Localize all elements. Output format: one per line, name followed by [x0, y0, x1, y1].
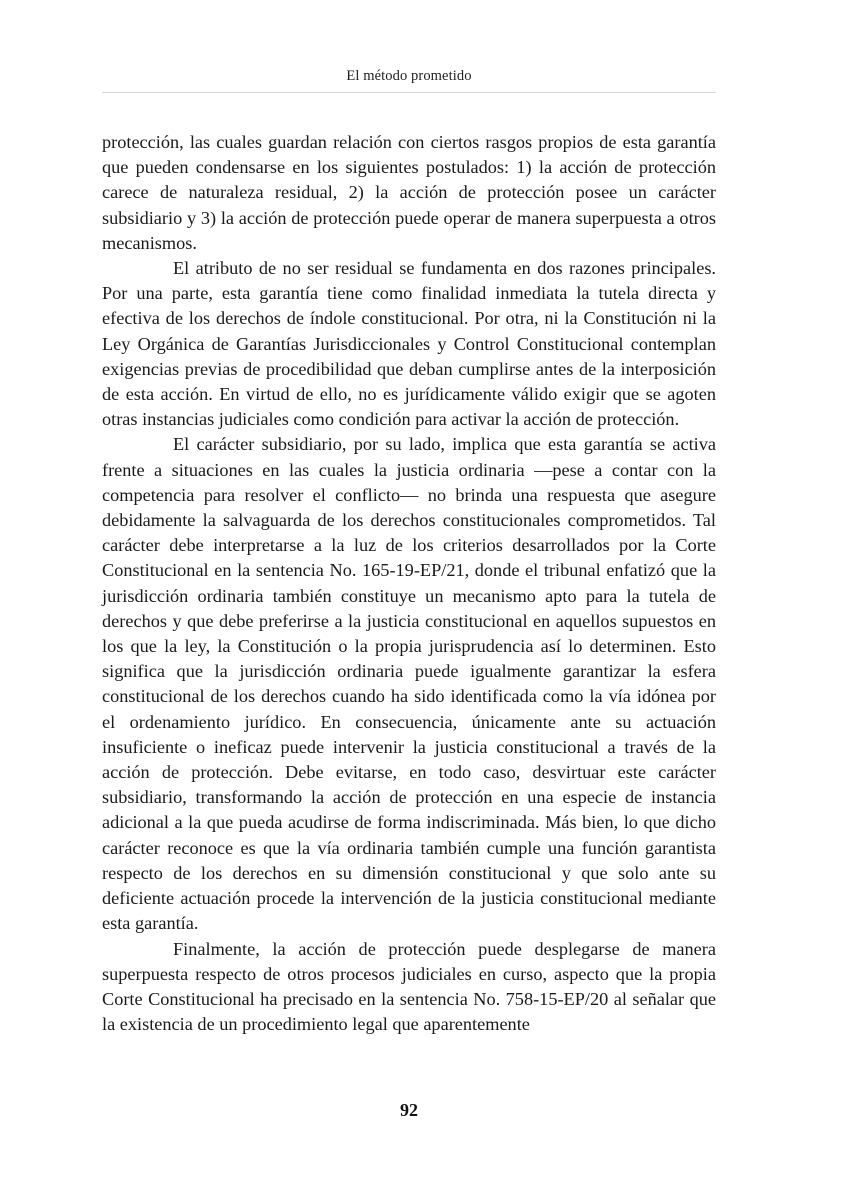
running-head-title: El método prometido	[346, 68, 472, 84]
page-number: 92	[400, 1100, 418, 1120]
paragraph-residual: El atributo de no ser residual se fundamenta en dos razones principales. Por una parte, esta garantía tiene como finalidad inmediata la tutela directa y efectiva de los derechos de índole constitucional. Por otra, ni la Constitución ni la Ley Orgánica de Garantías Jurisdiccionales y Control Constitucional contemplan exigencias previas de procedibilidad que deban cumplirse antes de la interposición de esta acción. En virtud de ello, no es jurídicamente válido exigir que se agoten otras instancias judiciales como condición para activar la acción de protección.	[102, 258, 716, 430]
paragraph-continuation: protección, las cuales guardan relación con ciertos rasgos propios de esta garantía que pueden condensarse en los siguientes postulados: 1) la acción de protección carece de naturaleza residual, 2) la acción de protección posee un carácter subsidiario y 3) la acción de protección puede operar de manera superpuesta a otros mecanismos.	[102, 132, 716, 253]
body-text	[102, 130, 716, 1037]
header-divider	[102, 92, 716, 93]
paragraph-superpuesta: Finalmente, la acción de protección puede desplegarse de manera superpuesta respecto de otros procesos judiciales en curso, aspecto que la propia Corte Constitucional ha precisado en la sentencia No. 758-15-EP/20 al señalar que la existencia de un procedimiento legal que aparentemente	[102, 938, 716, 1035]
paragraph-subsidiario: El carácter subsidiario, por su lado, implica que esta garantía se activa frente a situaciones en las cuales la justicia ordinaria —pese a contar con la competencia para resolver el conflicto— no brinda una respuesta que asegure debidamente la salvaguarda de los derechos constitucionales comprometidos. Tal carácter debe interpretarse a la luz de los criterios desarrollados por la Corte Constitucional en la sentencia No. 165-19-EP/21, donde el tribunal enfatizó que la jurisdicción ordinaria también constituye un mecanismo apto para la tutela de derechos y que debe preferirse a la justicia constitucional en aquellos supuestos en los que la ley, la Constitución o la propia jurisprudencia así lo determinen. Esto significa que la jurisdicción ordinaria puede igualmente garantizar la esfera constitucional de los derechos cuando ha sido identificada como la vía idónea por el ordenamiento jurídico. En consecuencia, únicamente ante su actuación insuficiente o ineficaz puede intervenir la justicia constitucional a través de la acción de protección. Debe evitarse, en todo caso, desvirtuar este carácter subsidiario, transformando la acción de protección en una especie de instancia adicional a la que pueda acudirse de forma indiscriminada. Más bien, lo que dicho carácter reconoce es que la vía ordinaria también cumple una función garantista respecto de los derechos en su dimensión constitucional y que solo ante su deficiente actuación procede la intervención de la justicia constitucional mediante esta garantía.	[102, 434, 716, 934]
